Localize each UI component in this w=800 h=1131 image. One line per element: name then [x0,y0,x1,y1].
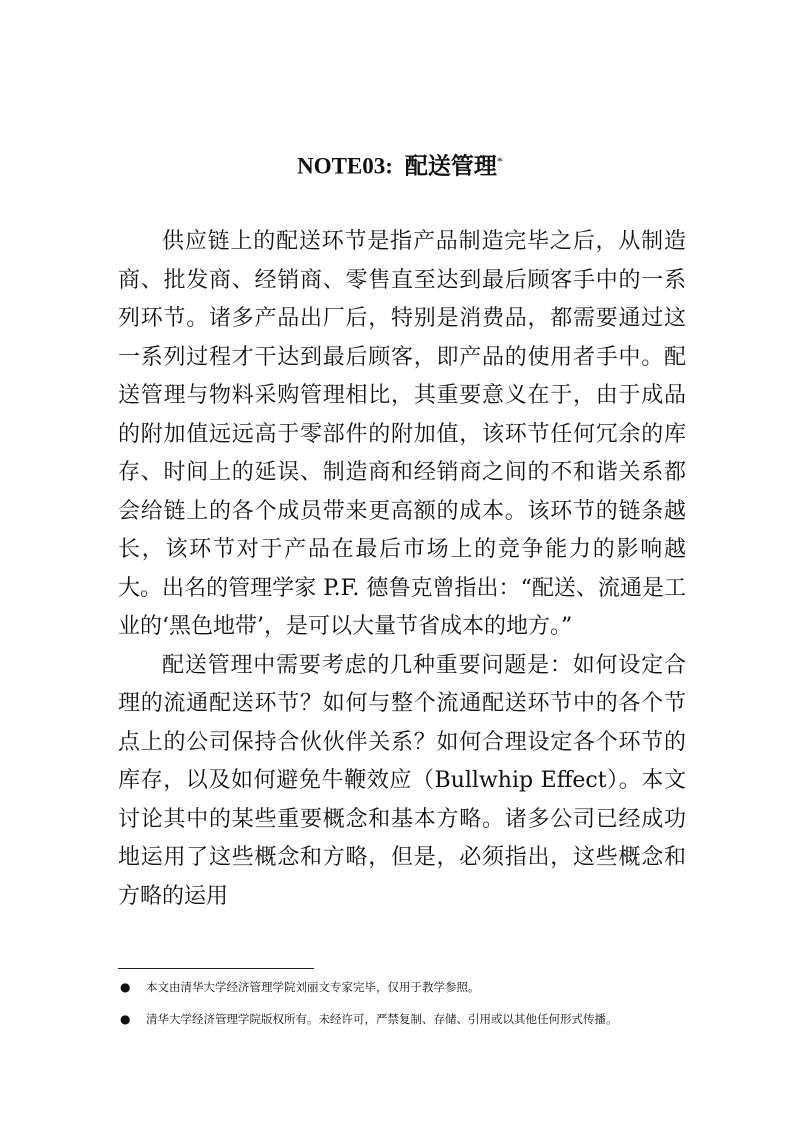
title-code: NOTE03: [297,153,393,179]
footnote-item [118,978,718,996]
footnote-divider [118,968,314,969]
page-title [0,146,800,182]
bullet-icon: ● [120,1012,131,1026]
footnotes [118,978,718,1042]
paragraph-2: 配送管理中需要考虑的几种重要问题是：如何设定合理的流通配送环节？如何与整个流通配送环节中的各个节点上的公司保持合伙伙伴关系？如何合理设定各个环节的库存，以及如何避免牛鞭效应（Bullwhip Effect）。本文讨论其中的某些重要概念和基本方略。诸多公司已经成功地运用了这些概念和方略，但是，必须指出，这些概念和方略的运用 [118,652,686,909]
title-text: 配送管理 [404,153,497,179]
title-footnote-mark: * [496,154,503,168]
footnote-item [118,1010,718,1028]
footnote-text: 清华大学经济管理学院版权所有。未经许可，严禁复制、存储、引用或以其他任何形式传播。 [146,1012,618,1026]
paragraph-1: 供应链上的配送环节是指产品制造完毕之后，从制造商、批发商、经销商、零售直至达到最后顾客手中的一系列环节。诸多产品出厂后，特别是消费品，都需要通过这一系列过程才干达到最后顾客，即产品的使用者手中。配送管理与物料采购管理相比，其重要意义在于，由于成品的附加值远远高于零部件的附加值，该环节任何冗余的库存、时间上的延误、制造商和经销商之间的不和谐关系都会给链上的各个成员带来更高额的成本。该环节的链条越长，该环节对于产品在最后市场上的竞争能力的影响越大。出名的管理学家 P.F. 德鲁克曾指出：“配送、流通是工业的‘黑色地带’，是可以大量节省成本的地方。” [118,229,686,639]
footnote-text: 本文由清华大学经济管理学院刘丽文专家完毕，仅用于教学参照。 [146,980,480,994]
bullet-icon: ● [120,980,131,994]
body-text [118,223,686,916]
